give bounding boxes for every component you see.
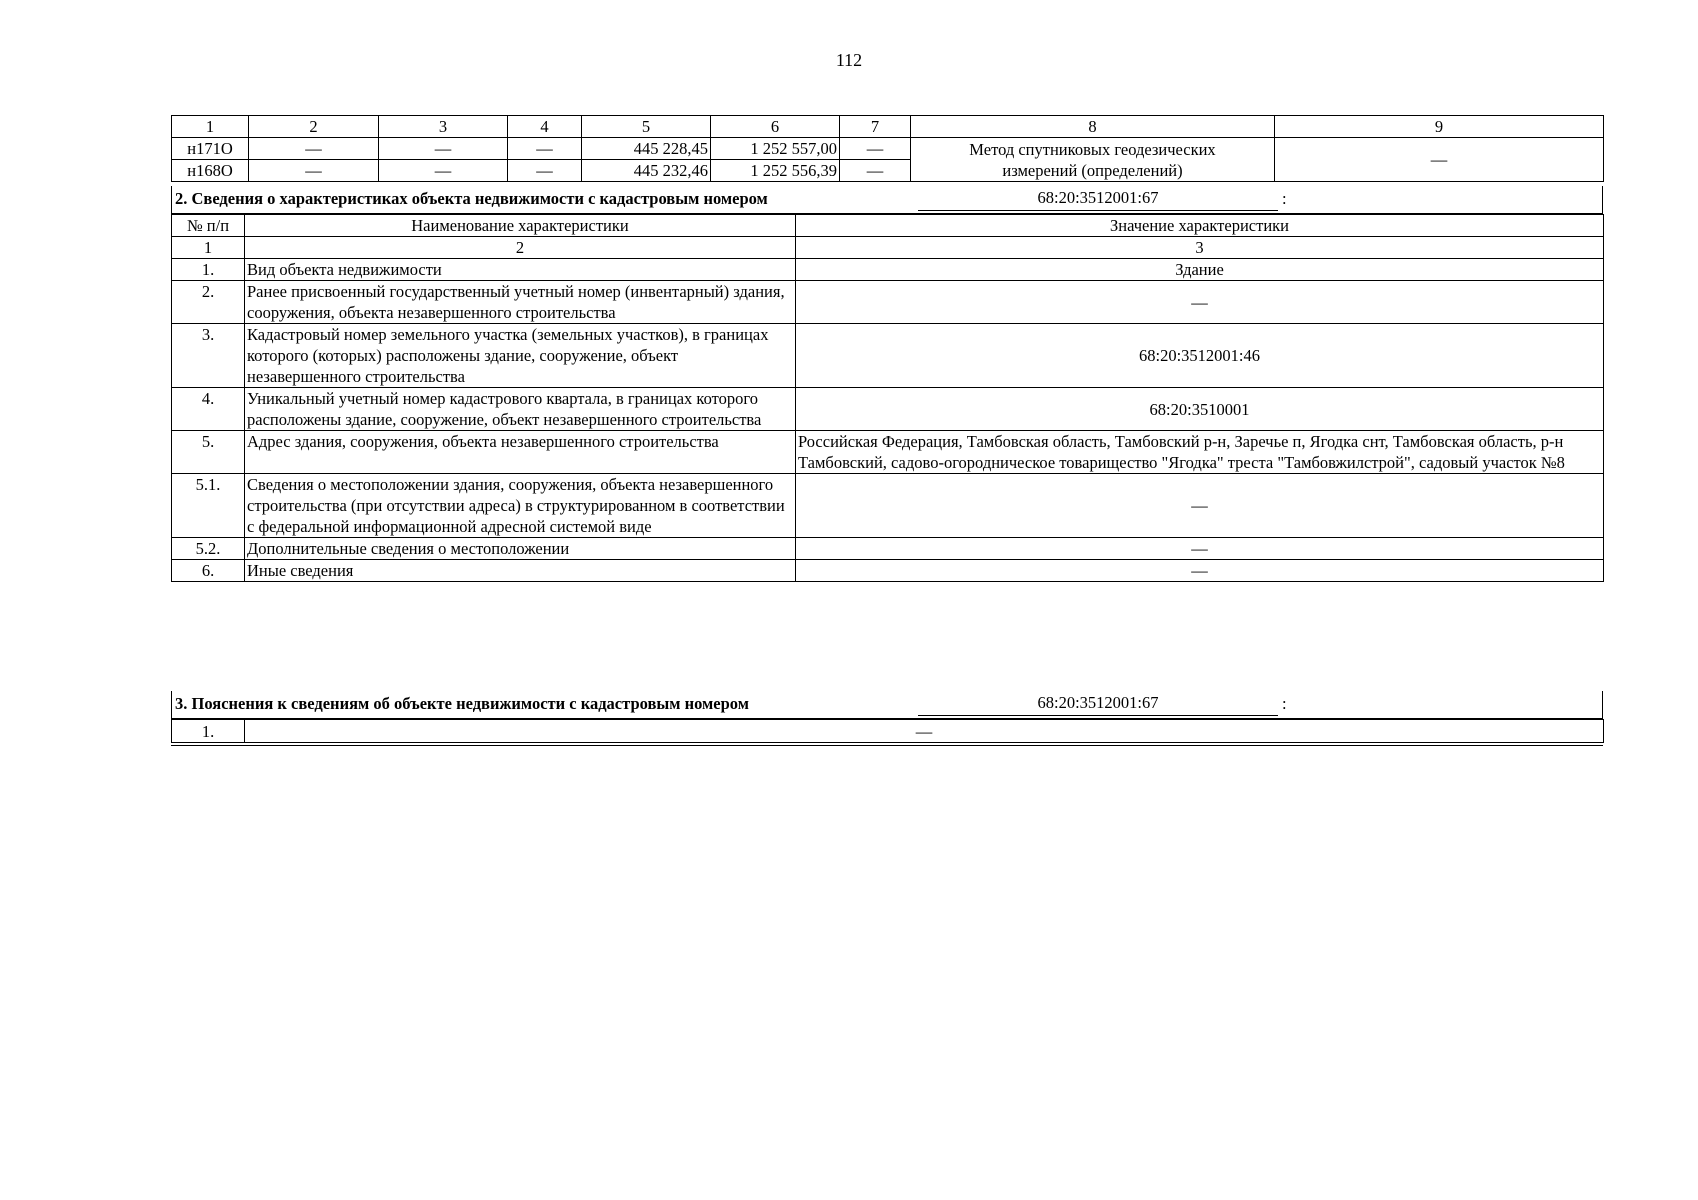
- col-number: 9: [1275, 116, 1604, 138]
- coordinates-header-row: [172, 116, 1604, 138]
- coord-x: 445 228,45: [582, 138, 711, 160]
- colon: :: [1282, 694, 1287, 713]
- coordinates-table: [171, 115, 1604, 182]
- method-line: Метод спутниковых геодезических: [969, 139, 1216, 159]
- page-number: 112: [835, 50, 863, 70]
- table-row: [172, 281, 1604, 324]
- cell-dash: —: [840, 138, 911, 160]
- table-row: [172, 538, 1604, 560]
- col-number: 3: [379, 116, 508, 138]
- header-value: Значение характеристики: [796, 215, 1604, 237]
- col-number: 2: [245, 237, 796, 259]
- notes-table: [171, 719, 1604, 743]
- section-2-title: [171, 186, 1603, 214]
- table-row: [172, 431, 1604, 474]
- characteristic-name: Кадастровый номер земельного участка (земельных участков), в границах которого (которых) расположены здание, сооружение, объект незавершенного строительства: [245, 324, 796, 388]
- row-number: 4.: [172, 388, 245, 431]
- characteristic-value: —: [796, 560, 1604, 582]
- characteristic-name: Адрес здания, сооружения, объекта незавершенного строительства: [245, 431, 796, 474]
- characteristics-table: [171, 214, 1604, 582]
- characteristic-value: —: [796, 538, 1604, 560]
- characteristics-header-row: [172, 215, 1604, 237]
- table-bottom-border: [171, 745, 1603, 746]
- table-row: [172, 474, 1604, 538]
- coord-y: 1 252 557,00: [711, 138, 840, 160]
- col-number: 8: [911, 116, 1275, 138]
- characteristic-name: Ранее присвоенный государственный учетный номер (инвентарный) здания, сооружения, объекта незавершенного строительства: [245, 281, 796, 324]
- characteristic-value: —: [796, 474, 1604, 538]
- section-3-title: [171, 691, 1603, 719]
- table-row: [172, 324, 1604, 388]
- row-number: 5.: [172, 431, 245, 474]
- cell-dash: —: [508, 160, 582, 182]
- table-row: [172, 138, 1604, 160]
- row-number: 5.2.: [172, 538, 245, 560]
- cell-dash: —: [379, 138, 508, 160]
- coord-y: 1 252 556,39: [711, 160, 840, 182]
- cadastral-number: 68:20:3512001:67: [918, 691, 1278, 716]
- table-row: [172, 259, 1604, 281]
- col-number: 1: [172, 116, 249, 138]
- row-number: 5.1.: [172, 474, 245, 538]
- coord-x: 445 232,46: [582, 160, 711, 182]
- point-name: н171О: [172, 138, 249, 160]
- method-cell: [911, 138, 1275, 182]
- col-number: 4: [508, 116, 582, 138]
- colon: :: [1282, 189, 1287, 208]
- method-line: измерений (определений): [1002, 160, 1183, 180]
- row-number: 2.: [172, 281, 245, 324]
- table-row: [172, 560, 1604, 582]
- col-number: 7: [840, 116, 911, 138]
- characteristic-value: 68:20:3510001: [796, 388, 1604, 431]
- column-numbers-row: [172, 237, 1604, 259]
- point-name: н168О: [172, 160, 249, 182]
- row-number: 1.: [172, 720, 245, 743]
- cell-dash: —: [379, 160, 508, 182]
- col-number: 5: [582, 116, 711, 138]
- characteristic-name: Дополнительные сведения о местоположении: [245, 538, 796, 560]
- characteristic-name: Иные сведения: [245, 560, 796, 582]
- cell-dash: —: [840, 160, 911, 182]
- characteristic-value: —: [796, 281, 1604, 324]
- col-number: 3: [796, 237, 1604, 259]
- characteristic-value: Здание: [796, 259, 1604, 281]
- row-number: 1.: [172, 259, 245, 281]
- row-number: 6.: [172, 560, 245, 582]
- section-title-text: 3. Пояснения к сведениям об объекте недвижимости с кадастровым номером: [175, 694, 749, 713]
- characteristic-value: 68:20:3512001:46: [796, 324, 1604, 388]
- address-value: Российская Федерация, Тамбовская область, Тамбовский р-н, Заречье п, Ягодка снт, Тамбовская область, р-н Тамбовский, садово-огородническое товарищество "Ягодка" треста "Тамбовжилстрой", садовый участок №8: [796, 431, 1604, 474]
- table-row: [172, 720, 1604, 743]
- col-number: 1: [172, 237, 245, 259]
- cell-dash: —: [249, 138, 379, 160]
- row-number: 3.: [172, 324, 245, 388]
- table-row: [172, 388, 1604, 431]
- characteristic-name: Сведения о местоположении здания, сооружения, объекта незавершенного строительства (при отсутствии адреса) в структурированном в соответствии с федеральной информационной адресной системой виде: [245, 474, 796, 538]
- section-title-text: 2. Сведения о характеристиках объекта недвижимости с кадастровым номером: [175, 189, 768, 208]
- characteristic-name: Вид объекта недвижимости: [245, 259, 796, 281]
- cell-dash: —: [508, 138, 582, 160]
- cadastral-number: 68:20:3512001:67: [918, 186, 1278, 211]
- note-value: —: [245, 720, 1604, 743]
- characteristic-name: Уникальный учетный номер кадастрового квартала, в границах которого расположены здание, сооружение, объект незавершенного строительства: [245, 388, 796, 431]
- col-number: 2: [249, 116, 379, 138]
- col-number: 6: [711, 116, 840, 138]
- cell-dash: —: [1275, 138, 1604, 182]
- header-name: Наименование характеристики: [245, 215, 796, 237]
- header-num: № п/п: [172, 215, 245, 237]
- cell-dash: —: [249, 160, 379, 182]
